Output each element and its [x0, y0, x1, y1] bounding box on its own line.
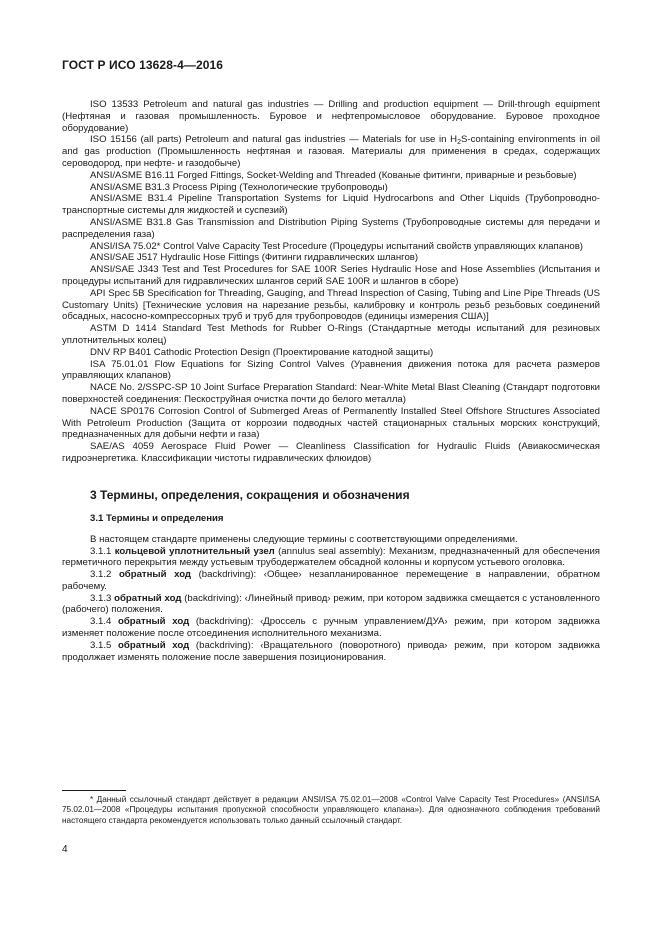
- footnote-divider: [62, 790, 126, 791]
- reference-item: ASTM D 1414 Standard Test Methods for Rubber O-Rings (Стандартные методы испытаний для резиновых уплотнительных колец): [62, 323, 600, 346]
- subsection-title: 3.1 Термины и определения: [90, 512, 224, 524]
- term-name: кольцевой уплотнительный узел: [114, 545, 275, 557]
- term-name: обратный ход: [118, 569, 192, 581]
- term-entry: [62, 616, 600, 640]
- term-entry: [62, 546, 600, 570]
- reference-item: ISA 75.01.01 Flow Equations for Sizing Control Valves (Уравнения движения потока для расчета размеров управляющих клапанов): [62, 358, 600, 382]
- document-header: ГОСТ Р ИСО 13628-4—2016: [62, 58, 224, 72]
- terms-list: [62, 534, 600, 664]
- intro-paragraph: В настоящем стандарте применены следующие термины с соответствующими определениями.: [90, 533, 518, 545]
- section-title: 3 Термины, определения, сокращения и обозначения: [90, 487, 410, 502]
- reference-item: ANSI/ASME B31.8 Gas Transmission and Distribution Piping Systems (Трубопроводные системы для передачи и распределения газа): [62, 216, 600, 240]
- term-entry: [62, 593, 600, 617]
- normative-references: [62, 99, 600, 465]
- reference-item: DNV RP B401 Cathodic Protection Design (Проектирование катодной защиты): [90, 346, 434, 358]
- reference-item: [62, 134, 600, 169]
- term-definition: (annulus seal assembly): Механизм, предназначенный для обеспечения герметичного перекрытия между устьевым трубодержателем обсадной колонны и корпусом устьевого оголовка.: [62, 545, 601, 569]
- reference-item: NACE SP0176 Corrosion Control of Submerged Areas of Permanently Installed Steel Offshore Structures Associated With Petroleum Production (Защита от коррозии подводных частей стационарных стальных морских конструкций, предназначенных для добычи нефти и газа): [62, 405, 600, 441]
- reference-item: ANSI/ISA 75.02* Control Valve Capacity Test Procedure (Процедуры испытаний свойств управляющих клапанов): [90, 240, 583, 252]
- reference-item: NACE No. 2/SSPC-SP 10 Joint Surface Preparation Standard: Near-White Metal Blast Cleaning (Стандарт подготовки поверхностей соединения: Пескоструйная очистка почти до белого металла): [62, 382, 600, 405]
- term-definition: (backdriving): ‹Вращательного (поворотного) привода› режим, при котором задвижка продолжает изменять положение после завершения позиционирования.: [62, 639, 601, 663]
- term-entry: [62, 569, 600, 593]
- page-number: 4: [62, 844, 68, 855]
- term-definition: (backdriving): ‹Дроссель с ручным управлением/ДУА› режим, при котором задвижка изменяет положение после отсоединения исполнительного механизма.: [62, 616, 601, 640]
- reference-item: SAE/AS 4059 Aerospace Fluid Power — Cleanliness Classification for Hydraulic Fluids (Авиакосмическая гидроэнергетика. Классификации чистоты гидравлических флюидов): [62, 441, 600, 464]
- footnote: [62, 795, 600, 826]
- reference-item: ISO 13533 Petroleum and natural gas industries — Drilling and production equipment — Drill-through equipment (Нефтяная и газовая промышленность. Буровое и нефтепромысловое оборудование. Буровое проходное оборудование): [62, 99, 600, 134]
- term-definition: (backdriving): ‹Общее› незапланированное перемещение в направлении, обратном рабочему.: [62, 569, 600, 592]
- term-name: обратный ход: [114, 592, 182, 604]
- term-name: обратный ход: [118, 639, 190, 651]
- term-definition: (backdriving): ‹Линейный привод› режим, при котором задвижка смещается с установленного (рабочего) положения.: [62, 592, 601, 616]
- term-number: 3.1.1: [90, 545, 112, 557]
- term-number: 3.1.2: [90, 569, 112, 581]
- subscript: 2: [457, 139, 461, 147]
- reference-item: ANSI/SAE J343 Test and Test Procedures for SAE 100R Series Hydraulic Hose and Hose Assemblies (Испытания и процедуры испытаний для гидравлических шлангов серий SAE 100R и шлангов в сборе): [62, 264, 600, 287]
- term-name: обратный ход: [118, 616, 190, 628]
- reference-text: S-containing environments in oil and gas production (Промышленность нефтяная и газовая. Материалы для применения в средах, содержащих сероводород, при нефте- и газодобыче): [62, 134, 600, 169]
- term-number: 3.1.3: [90, 592, 112, 604]
- reference-item: ANSI/SAE J517 Hydraulic Hose Fittings (Фитинги гидравлических шлангов): [90, 252, 419, 264]
- term-number: 3.1.5: [90, 639, 112, 651]
- reference-item: ANSI/ASME B31.3 Process Piping (Технологические трубопроводы): [90, 181, 388, 193]
- term-number: 3.1.4: [90, 616, 112, 628]
- reference-item: ANSI/ASME B16.11 Forged Fittings, Socket-Welding and Threaded (Кованые фитинги, приварные и резьбовые): [90, 169, 577, 181]
- term-entry: [62, 640, 600, 664]
- reference-item: ANSI/ASME B31.4 Pipeline Transportation Systems for Liquid Hydrocarbons and Other Liquids (Трубопроводно-транспортные системы для жидкостей и суспезий): [62, 193, 600, 217]
- reference-item: API Spec 5B Specification for Threading, Gauging, and Thread Inspection of Casing, Tubing and Line Pipe Threads (US Customary Units) [Технические условия на нарезание резьбы, калибровку и контроль резьб резьбовых соединений обсадных, насосно-компрессорных труб и труб для трубопроводов (единицы измерения США)]: [62, 287, 600, 323]
- document-page: [62, 58, 600, 663]
- footnote-text: * Данный ссылочный стандарт действует в редакции ANSI/ISA 75.02.01—2008 «Control Valve Capacity Test Procedures» (ANSI/ISA 75.02.01—2008 «Процедуры испытания пропускной способности управляющего клапана»). Для однозначного соблюдения требований настоящего стандарта рекомендуется использовать только данный ссылочный стандарт.: [62, 795, 600, 825]
- reference-text: ISO 15156 (all parts) Petroleum and natural gas industries — Materials for use in H: [90, 134, 458, 146]
